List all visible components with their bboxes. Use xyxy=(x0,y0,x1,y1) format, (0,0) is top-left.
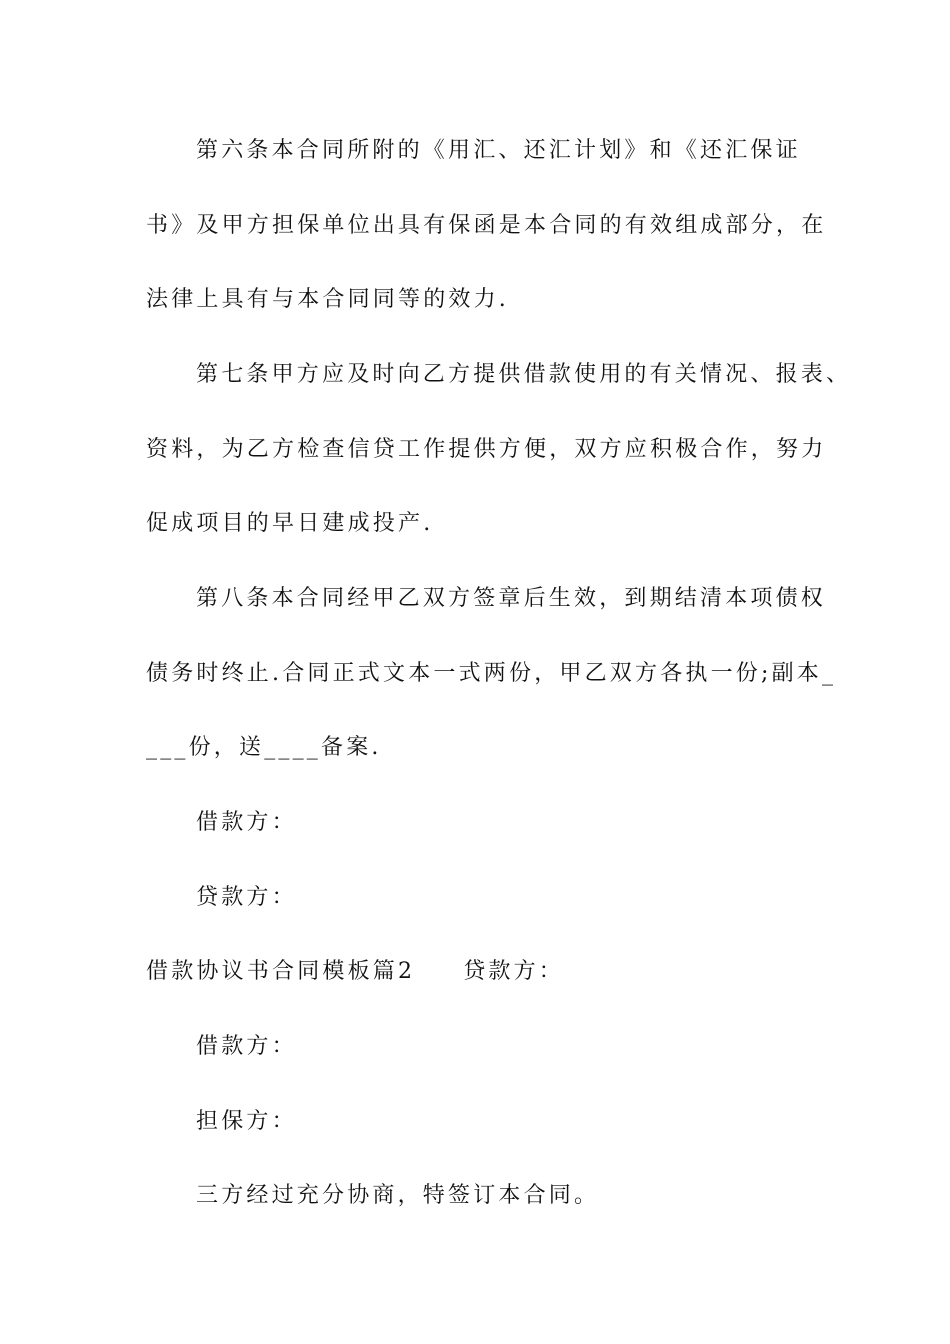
paragraph-8-line-1: 第八条本合同经甲乙双方签章后生效，到期结清本项债权 xyxy=(196,586,827,611)
paragraph-7-line-3: 促成项目的早日建成投产. xyxy=(146,511,434,536)
borrower-label: 借款方： xyxy=(196,810,297,835)
paragraph-8-line-3: ___份，送____备案. xyxy=(146,735,382,760)
closing-statement: 三方经过充分协商，特签订本合同。 xyxy=(196,1183,600,1208)
paragraph-6-line-3: 法律上具有与本合同同等的效力. xyxy=(146,287,509,312)
lender-label: 贷款方： xyxy=(196,885,297,910)
heading-lender-label: 贷款方： xyxy=(463,959,565,984)
borrower-label-2: 借款方： xyxy=(196,1034,297,1059)
paragraph-7-line-1: 第七条甲方应及时向乙方提供借款使用的有关情况、报表、 xyxy=(196,362,852,387)
paragraph-6-line-2: 书》及甲方担保单位出具有保函是本合同的有效组成部分，在 xyxy=(146,213,827,238)
paragraph-6-line-1: 第六条本合同所附的《用汇、还汇计划》和《还汇保证 xyxy=(196,138,801,163)
section-heading: 借款协议书合同模板篇2 xyxy=(146,959,416,984)
paragraph-8-line-2: 债务时终止.合同正式文本一式两份，甲乙双方各执一份;副本_ xyxy=(146,661,837,686)
paragraph-7-line-2: 资料，为乙方检查信贷工作提供方便，双方应积极合作，努力 xyxy=(146,437,827,462)
section-heading-line xyxy=(146,957,564,987)
guarantor-label: 担保方： xyxy=(196,1109,297,1134)
